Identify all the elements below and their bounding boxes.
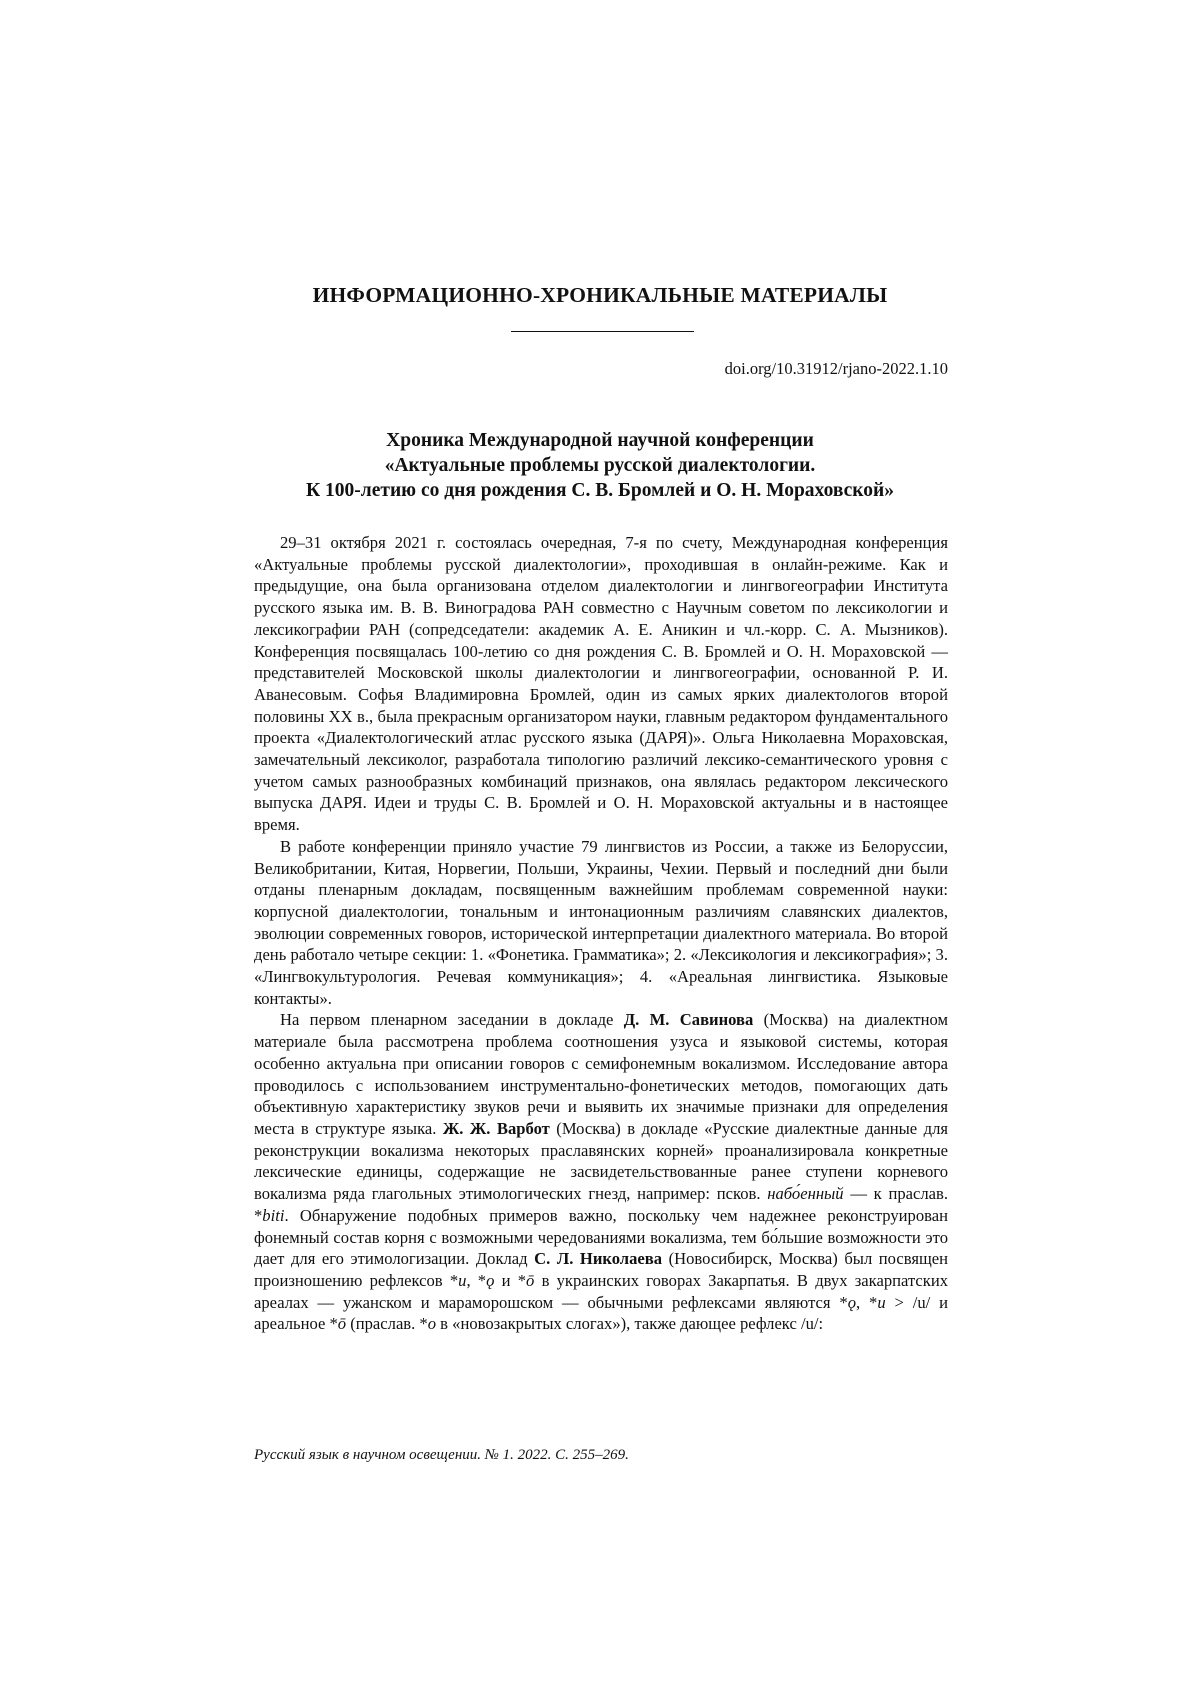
text-run: в «новозакрытых слогах»), также дающее рефлекс /u/: [436, 1314, 824, 1334]
text-run: > /u/ и ареальное * [254, 1292, 949, 1334]
body-paragraph [254, 836, 948, 1010]
text-run: В работе конференции приняло участие 79 лингвистов из России, а также из Белоруссии, Великобритании, Китая, Норвегии, Польши, Украины, Чехии. Первый и последний дни были отданы пленарным докладам, посвященным важнейшим проблемам современной науки: корпусной диалектологии, тональным и интонационным различиям славянских диалектов, эволюции современных говоров, исторической интерпретации диалектного материала. Во второй день работало четыре секции: 1. «Фонетика. Грамматика»; 2. «Лексикология и лексикография»; 3. «Лингвокультурология. Речевая коммуникация»; 4. «Ареальная лингвистика. Языковые контакты». [254, 836, 948, 1008]
article-title [0, 428, 1200, 503]
text-run: — к праслав. * [254, 1184, 948, 1225]
author-name: Ж. Ж. Варбот [442, 1118, 550, 1138]
italic-term: o [427, 1314, 437, 1334]
author-name: Д. М. Савинова [623, 1010, 754, 1030]
article-title-line: «Актуальные проблемы русской диалектологии. [384, 455, 816, 476]
body-paragraph [254, 1009, 948, 1335]
italic-term: u [458, 1270, 467, 1290]
italic-term: ō [526, 1270, 535, 1290]
text-run: (Москва) в докладе «Русские диалектные данные для реконструкции вокализма некоторых праславянских корней» проанализировала конкретные лексические единицы, содержащие не засвидетельствованные ранее ступени корневого вокализма ряда глагольных этимологических гнезд, например: псков. [254, 1118, 948, 1204]
text-run: , * [466, 1270, 487, 1290]
text-run: , * [856, 1292, 878, 1312]
article-title-line: К 100-летию со дня рождения С. В. Бромлей и О. Н. Мораховской» [306, 480, 894, 501]
italic-term: u [877, 1292, 886, 1312]
text-run: . Обнаружение подобных примеров важно, поскольку чем надежнее реконструирован фонемный состав корня с возможными чередованиями вокализма, тем бо́льшие возможности это дает для его этимологизации. Доклад [254, 1205, 948, 1269]
body-paragraph [254, 532, 948, 836]
article-title-line: Хроника Международной научной конференции [386, 430, 814, 451]
article-body [254, 532, 948, 1335]
text-run: (Новосибирск, Москва) был посвящен произношению рефлексов * [254, 1249, 949, 1290]
italic-term: biti [262, 1205, 285, 1225]
section-title: ИНФОРМАЦИОННО-ХРОНИКАЛЬНЫЕ МАТЕРИАЛЫ [312, 283, 888, 307]
text-run: (Москва) на диалектном материале была рассмотрена проблема соотношения узуса и языковой системы, которая особенно актуальна при описании говоров с семифонемным вокализмом. Исследование автора проводилось с использованием инструментально-фонетических методов, помогающих дать объективную характеристику звуков речи и выявить их значимые признаки для определения места в структуре языка. [254, 1010, 949, 1138]
doi-link[interactable]: doi.org/10.31912/rjano-2022.1.10 [724, 359, 948, 378]
text-run: в украинских говорах Закарпатья. В двух закарпатских ареалах — ужанском и мараморошском — обычными рефлексами являются * [254, 1270, 949, 1312]
text-run: На первом пленарном заседании в докладе [280, 1010, 624, 1030]
text-run: (праслав. * [346, 1314, 428, 1334]
text-run: и * [494, 1270, 527, 1290]
author-name: С. Л. Николаева [534, 1249, 663, 1269]
italic-term: ǫ [847, 1292, 856, 1312]
journal-citation: Русский язык в научном освещении. № 1. 2022. С. 255–269. [254, 1447, 629, 1463]
italic-term: ō [337, 1314, 347, 1334]
italic-term: набо́енный [767, 1184, 844, 1204]
title-divider [511, 331, 694, 332]
text-run: 29–31 октября 2021 г. состоялась очередная, 7-я по счету, Международная конференция «Актуальные проблемы русской диалектологии», проходившая в онлайн-режиме. Как и предыдущие, она была организована отделом диалектологии и лингвогеографии Института русского языка им. В. В. Виноградова РАН совместно с Научным советом по лексикологии и лексикографии РАН (сопредседатели: академик А. Е. Аникин и чл.-корр. С. А. Мызников). Конференция посвящалась 100-летию со дня рождения С. В. Бромлей и О. Н. Мораховской — представителей Московской школы диалектологии и лингвогеографии, основанной Р. И. Аванесовым. Софья Владимировна Бромлей, один из самых ярких диалектологов второй половины XX в., была прекрасным организатором науки, главным редактором фундаментального проекта «Диалектологический атлас русского языка (ДАРЯ)». Ольга Николаевна Мораховская, замечательный лексиколог, разработала типологию различий лексико-семантического уровня с учетом самых разнообразных комбинаций признаков, она являлась редактором лексического выпуска ДАРЯ. Идеи и труды С. В. Бромлей и О. Н. Мораховской актуальны и в настоящее время. [254, 533, 948, 835]
italic-term: ǫ [486, 1270, 495, 1290]
